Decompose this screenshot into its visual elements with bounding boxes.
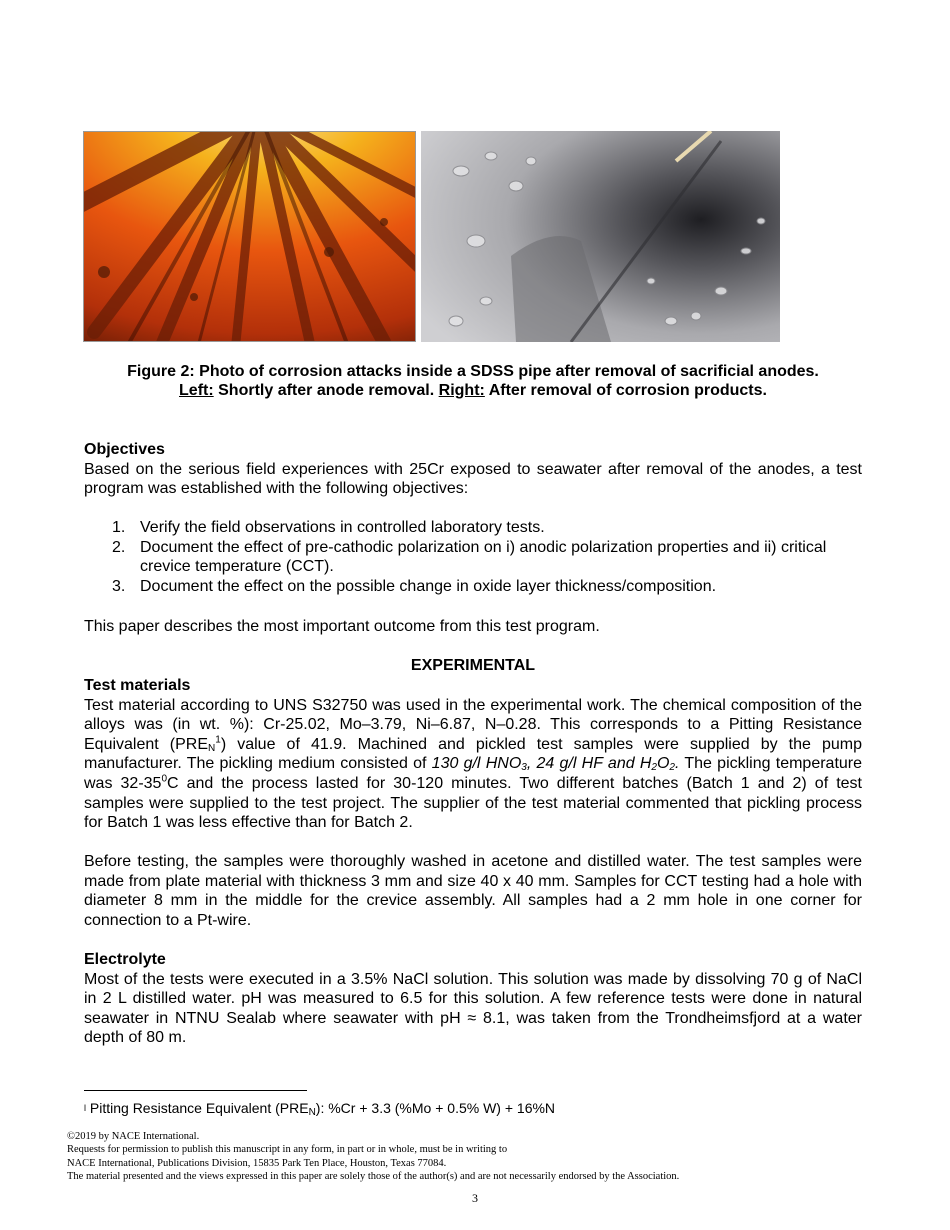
page-number: 3 bbox=[472, 1191, 478, 1205]
test-materials-paragraph-2: Before testing, the samples were thoroughly washed in acetone and distilled water. The test samples were made from plate material with thickness 3 mm and size 40 x 40 mm. Samples for CCT testing had a hole with diameter 8 mm in the middle for the crevice assembly. All samples had a 2 mm hole in one corner for connection to a Pt-wire. bbox=[84, 853, 862, 929]
corrosion-photo-left bbox=[83, 131, 416, 342]
objectives-section bbox=[84, 440, 862, 499]
footnote: $^l$ Pitting Resistance Equivalent $(PRE_N)$: %Cr + 3.3 (%Mo + 0.5% W) + 16%N bbox=[84, 1100, 556, 1118]
electrolyte-heading: Electrolyte bbox=[84, 951, 166, 968]
list-item-number: 1. bbox=[112, 519, 126, 536]
objectives-list bbox=[84, 518, 862, 596]
figure-right-text: After removal of corrosion products. bbox=[488, 382, 767, 399]
figure-left-label: Left: bbox=[179, 382, 214, 399]
address-line: NACE International, Publications Division, 15835 Park Ten Place, Houston, Texas 77084. bbox=[67, 1157, 447, 1169]
objectives-heading: Objectives bbox=[84, 441, 165, 458]
footnote-rule bbox=[84, 1090, 307, 1091]
footnote-mark: l bbox=[84, 1103, 86, 1113]
list-item-number: 2. bbox=[112, 538, 126, 556]
copyright-line: ©2019 by NACE International. bbox=[67, 1131, 200, 1142]
objectives-summary: This paper describes the most important outcome from this test program. bbox=[84, 618, 600, 635]
copyright-notice bbox=[67, 1130, 679, 1184]
corrosion-photo-right bbox=[421, 131, 780, 342]
test-materials-paragraph-1: Test material according to UNS S32750 was used in the experimental work. The chemical composition of the alloys was (in wt. %): Cr-25.02, Mo–3.79, Ni–6.87, N–0.28. This corresponds to a Pitting Resistance Equivalent $(PRE_N^1)$ value of 41.9. Machined and pickled test samples were supplied by the pump manufacturer. The pickling medium consisted of 130 g/l $HNO_3$, 24 g/l HF and $H_2O_2$. The pickling temperature was $32-35^0C$ and the process lasted for 30-120 minutes. Two different batches (Batch 1 and 2) of test samples were supplied to the test project. The supplier of the test material commented that pickling process for Batch 1 was less effective than for Batch 2. bbox=[84, 696, 863, 832]
figure-caption-text: Photo of corrosion attacks inside a SDSS pipe after removal of sacrificial anodes. bbox=[199, 363, 819, 380]
objectives-intro: Based on the serious field experiences with 25Cr exposed to seawater after removal of the anodes, a test program was established with the following objectives: bbox=[84, 460, 862, 498]
objectives-list-wrapper bbox=[84, 518, 862, 596]
list-item-number: 3. bbox=[112, 577, 126, 595]
corrosion-photo-left-image bbox=[84, 132, 416, 342]
figure-caption-line-1 bbox=[84, 362, 862, 381]
figure-right-label: Right: bbox=[438, 382, 485, 399]
list-item bbox=[84, 538, 862, 577]
electrolyte-section bbox=[84, 950, 862, 1048]
list-item bbox=[84, 577, 862, 597]
figure-left-text: Shortly after anode removal. bbox=[218, 382, 435, 399]
list-item bbox=[84, 518, 862, 538]
corrosion-photo-right-image bbox=[421, 131, 780, 342]
figure-caption-line-2 bbox=[84, 381, 862, 400]
list-item-text: Verify the field observations in controlled laboratory tests. bbox=[140, 519, 545, 536]
test-materials-heading: Test materials bbox=[84, 677, 191, 694]
figure-label: Figure 2: bbox=[127, 363, 195, 380]
permission-line: Requests for permission to publish this manuscript in any form, in part or in whole, must be in writing to bbox=[67, 1144, 508, 1156]
list-item-text: Document the effect on the possible change in oxide layer thickness/composition. bbox=[140, 577, 717, 595]
test-materials-section bbox=[84, 676, 862, 833]
experimental-heading: EXPERIMENTAL bbox=[410, 657, 536, 674]
disclaimer-line: The material presented and the views expressed in this paper are solely those of the author(s) and are not necessarily endorsed by the Association. bbox=[67, 1171, 680, 1183]
electrolyte-paragraph: Most of the tests were executed in a 3.5% NaCl solution. This solution was made by dissolving 70 g of NaCl in 2 L distilled water. pH was measured to 6.5 for this solution. A few reference tests were done in natural seawater in NTNU Sealab where seawater with pH ≈ 8.1, was taken from the Trondheimsfjord at a water depth of 80 m. bbox=[84, 970, 862, 1047]
list-item-text: Document the effect of pre-cathodic polarization on i) anodic polarization properties and ii) critical crevice temperature (CCT). bbox=[140, 538, 827, 576]
figure-caption bbox=[84, 362, 862, 400]
